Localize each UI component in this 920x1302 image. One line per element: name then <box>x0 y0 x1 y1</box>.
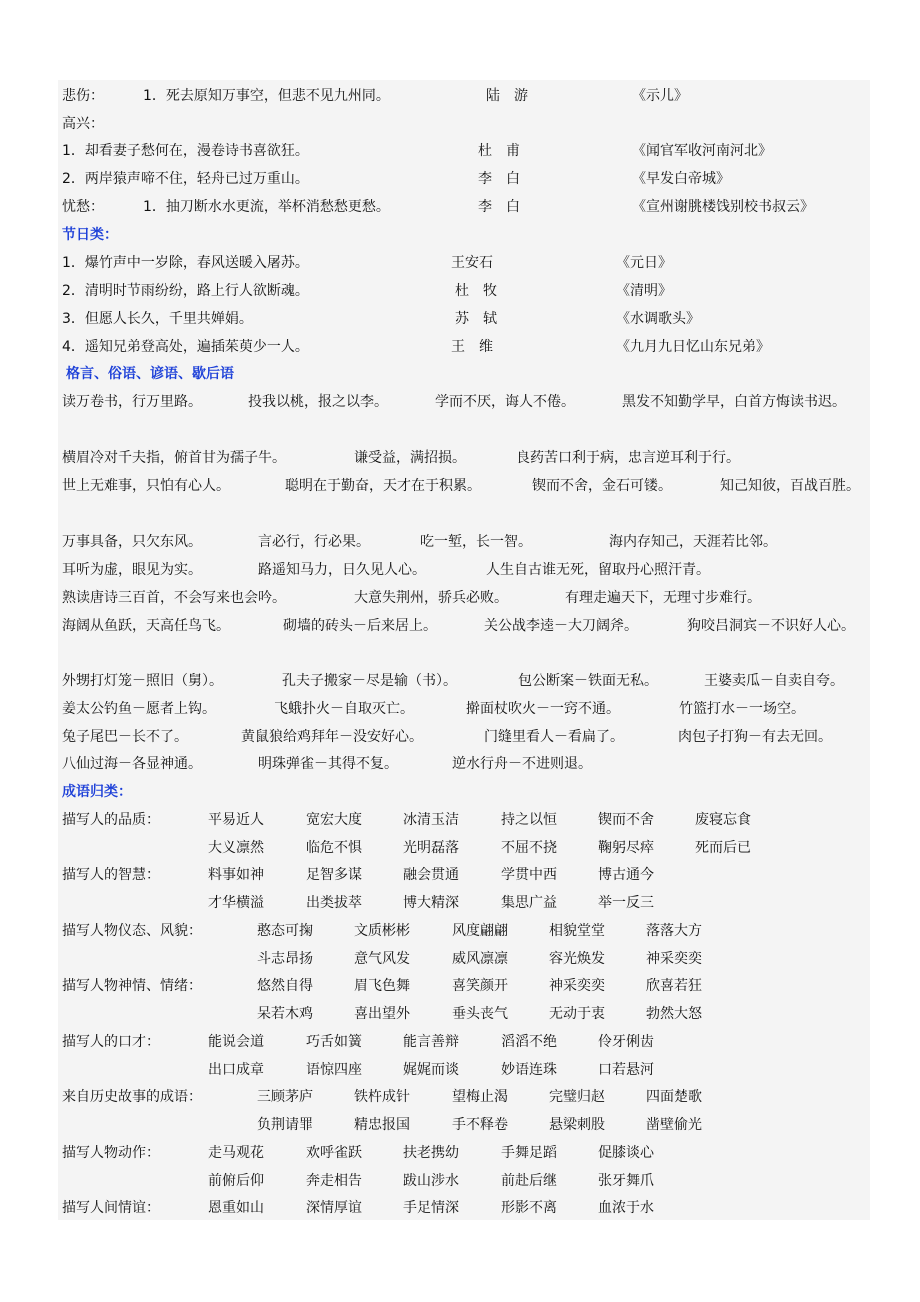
happy-line: 2．两岸猿声啼不住，轻舟已过万重山。 <box>62 171 309 187</box>
idiom: 冰清玉洁 <box>403 812 459 828</box>
idiom: 融会贯通 <box>403 867 459 883</box>
happy-line: 1．却看妻子愁何在，漫卷诗书喜欲狂。 <box>62 143 309 159</box>
proverb: 关公战李逵－大刀阔斧。 <box>484 618 638 634</box>
idiom: 口若悬河 <box>598 1062 654 1078</box>
proverb: 良药苦口利于病，忠言逆耳利于行。 <box>516 450 740 466</box>
festival-author: 苏 轼 <box>455 311 497 327</box>
proverb: 兔子尾巴－长不了。 <box>62 729 188 745</box>
idiom: 手足情深 <box>403 1200 459 1216</box>
idiom-group-label: 来自历史故事的成语： <box>62 1089 202 1105</box>
idiom: 勃然大怒 <box>646 1006 702 1022</box>
idiom: 眉飞色舞 <box>354 978 410 994</box>
proverb: 八仙过海－各显神通。 <box>62 756 202 772</box>
idiom: 手不释卷 <box>452 1117 508 1133</box>
idiom: 光明磊落 <box>403 840 459 856</box>
idiom-group-label: 描写人物动作： <box>62 1145 160 1161</box>
idiom: 持之以恒 <box>501 812 557 828</box>
proverb: 外甥打灯笼－照旧（舅）。 <box>62 673 223 689</box>
document-page <box>58 80 870 1220</box>
idiom: 落落大方 <box>646 923 702 939</box>
festival-author: 杜 牧 <box>455 283 497 299</box>
worry-label: 忧愁： <box>62 199 104 215</box>
idiom: 大义凛然 <box>208 840 264 856</box>
idiom: 神采奕奕 <box>646 951 702 967</box>
proverb: 海阔从鱼跃，天高任鸟飞。 <box>62 618 230 634</box>
worry-title: 《宣州谢朓楼饯别校书叔云》 <box>632 199 814 215</box>
proverb: 逆水行舟－不进则退。 <box>452 756 592 772</box>
idiom-group-label: 描写人的品质： <box>62 812 160 828</box>
idiom: 恩重如山 <box>208 1200 264 1216</box>
proverb: 聪明在于勤奋，天才在于积累。 <box>285 478 481 494</box>
idiom: 前俯后仰 <box>208 1173 264 1189</box>
idiom: 威风凛凛 <box>452 951 508 967</box>
worry-author: 李 白 <box>478 199 520 215</box>
idiom: 巧舌如簧 <box>306 1034 362 1050</box>
idiom: 喜笑颜开 <box>452 978 508 994</box>
idiom: 神采奕奕 <box>549 978 605 994</box>
idiom: 血浓于水 <box>598 1200 654 1216</box>
idiom: 滔滔不绝 <box>501 1034 557 1050</box>
idiom: 娓娓而谈 <box>403 1062 459 1078</box>
festival-title: 《元日》 <box>616 255 672 271</box>
happy-title: 《闻官军收河南河北》 <box>632 143 772 159</box>
sad-line: 1．死去原知万事空，但悲不见九州同。 <box>143 88 390 104</box>
festival-author: 王安石 <box>451 255 493 271</box>
idiom: 形影不离 <box>501 1200 557 1216</box>
proverb: 人生自古谁无死，留取丹心照汗青。 <box>486 562 710 578</box>
idiom: 能说会道 <box>208 1034 264 1050</box>
proverbs-heading: 格言、俗语、谚语、歇后语 <box>66 366 234 382</box>
idiom: 四面楚歌 <box>646 1089 702 1105</box>
idiom: 铁杵成针 <box>354 1089 410 1105</box>
proverb: 大意失荆州，骄兵必败。 <box>354 590 508 606</box>
idiom: 扶老携幼 <box>403 1145 459 1161</box>
idiom: 斗志昂扬 <box>257 951 313 967</box>
proverb: 横眉冷对千夫指，俯首甘为孺子牛。 <box>62 450 286 466</box>
idiom: 无动于衷 <box>549 1006 605 1022</box>
idiom: 手舞足蹈 <box>501 1145 557 1161</box>
proverb: 耳听为虚，眼见为实。 <box>62 562 202 578</box>
proverb: 擀面杖吹火－一窍不通。 <box>466 701 620 717</box>
proverb: 读万卷书，行万里路。 <box>62 394 202 410</box>
idiom: 足智多谋 <box>306 867 362 883</box>
idiom: 废寝忘食 <box>695 812 751 828</box>
idiom: 临危不惧 <box>306 840 362 856</box>
sad-author: 陆 游 <box>486 88 528 104</box>
festival-title: 《水调歌头》 <box>616 311 700 327</box>
idiom: 张牙舞爪 <box>598 1173 654 1189</box>
happy-author: 杜 甫 <box>478 143 520 159</box>
idiom: 深情厚谊 <box>306 1200 362 1216</box>
proverb: 有理走遍天下，无理寸步难行。 <box>565 590 761 606</box>
idiom-group-label: 描写人物神情、情绪： <box>62 978 202 994</box>
idiom: 容光焕发 <box>549 951 605 967</box>
festival-line: 3．但愿人长久，千里共婵娟。 <box>62 311 253 327</box>
idiom: 奔走相告 <box>306 1173 362 1189</box>
idiom: 前赴后继 <box>501 1173 557 1189</box>
proverb: 知己知彼，百战百胜。 <box>720 478 860 494</box>
idiom: 呆若木鸡 <box>257 1006 313 1022</box>
idiom: 憨态可掬 <box>257 923 313 939</box>
idiom: 负荆请罪 <box>257 1117 313 1133</box>
festival-line: 4．遥知兄弟登高处，遍插茱萸少一人。 <box>62 339 309 355</box>
idiom: 欢呼雀跃 <box>306 1145 362 1161</box>
idiom: 悠然自得 <box>257 978 313 994</box>
proverb: 万事具备，只欠东风。 <box>62 534 202 550</box>
idiom-group-label: 描写人的口才： <box>62 1034 160 1050</box>
happy-label: 高兴： <box>62 116 104 132</box>
idioms-heading: 成语归类： <box>62 784 132 800</box>
idiom: 凿壁偷光 <box>646 1117 702 1133</box>
proverb: 明珠弹雀－其得不复。 <box>258 756 398 772</box>
proverb: 黑发不知勤学早，白首方悔读书迟。 <box>622 394 846 410</box>
proverb: 海内存知己，天涯若比邻。 <box>609 534 777 550</box>
proverb: 竹篮打水－一场空。 <box>679 701 805 717</box>
idiom: 三顾茅庐 <box>257 1089 313 1105</box>
idiom: 语惊四座 <box>306 1062 362 1078</box>
idiom: 死而后已 <box>695 840 751 856</box>
proverb: 熟读唐诗三百首，不会写来也会吟。 <box>62 590 286 606</box>
idiom: 鞠躬尽瘁 <box>598 840 654 856</box>
idiom-group-label: 描写人间情谊： <box>62 1200 160 1216</box>
idiom: 风度翩翩 <box>452 923 508 939</box>
proverb: 谦受益，满招损。 <box>354 450 466 466</box>
idiom: 才华横溢 <box>208 895 264 911</box>
proverb: 狗咬吕洞宾－不识好人心。 <box>687 618 855 634</box>
festival-title: 《九月九日忆山东兄弟》 <box>616 339 770 355</box>
idiom: 料事如神 <box>208 867 264 883</box>
proverb: 学而不厌，诲人不倦。 <box>435 394 575 410</box>
proverb: 投我以桃，报之以李。 <box>248 394 388 410</box>
festival-heading: 节日类： <box>62 227 118 243</box>
proverb: 王婆卖瓜－自卖自夸。 <box>704 673 844 689</box>
proverb: 姜太公钓鱼－愿者上钩。 <box>62 701 216 717</box>
idiom: 出类拔萃 <box>306 895 362 911</box>
proverb: 路遥知马力，日久见人心。 <box>258 562 426 578</box>
festival-author: 王 维 <box>451 339 493 355</box>
idiom: 垂头丧气 <box>452 1006 508 1022</box>
proverb: 砌墙的砖头－后来居上。 <box>283 618 437 634</box>
proverb: 包公断案－铁面无私。 <box>518 673 658 689</box>
idiom: 集思广益 <box>501 895 557 911</box>
proverb: 世上无难事，只怕有心人。 <box>62 478 230 494</box>
proverb: 吃一堑，长一智。 <box>420 534 532 550</box>
proverb: 黄鼠狼给鸡拜年－没安好心。 <box>241 729 423 745</box>
idiom: 出口成章 <box>208 1062 264 1078</box>
idiom: 能言善辩 <box>403 1034 459 1050</box>
idiom: 欣喜若狂 <box>646 978 702 994</box>
idiom: 博大精深 <box>403 895 459 911</box>
happy-author: 李 白 <box>478 171 520 187</box>
idiom-group-label: 描写人的智慧： <box>62 867 160 883</box>
festival-line: 1．爆竹声中一岁除，春风送暖入屠苏。 <box>62 255 309 271</box>
idiom: 悬梁刺股 <box>549 1117 605 1133</box>
proverb: 言必行，行必果。 <box>258 534 370 550</box>
idiom: 走马观花 <box>208 1145 264 1161</box>
idiom: 意气风发 <box>354 951 410 967</box>
idiom: 喜出望外 <box>354 1006 410 1022</box>
idiom: 妙语连珠 <box>501 1062 557 1078</box>
idiom: 不屈不挠 <box>501 840 557 856</box>
idiom: 文质彬彬 <box>354 923 410 939</box>
idiom: 博古通今 <box>598 867 654 883</box>
idiom: 宽宏大度 <box>306 812 362 828</box>
proverb: 孔夫子搬家－尽是输（书）。 <box>282 673 457 689</box>
idiom: 举一反三 <box>598 895 654 911</box>
idiom: 相貌堂堂 <box>549 923 605 939</box>
idiom: 平易近人 <box>208 812 264 828</box>
proverb: 飞蛾扑火－自取灭亡。 <box>274 701 414 717</box>
idiom: 跋山涉水 <box>403 1173 459 1189</box>
idiom: 锲而不舍 <box>598 812 654 828</box>
idiom: 望梅止渴 <box>452 1089 508 1105</box>
happy-title: 《早发白帝城》 <box>632 171 730 187</box>
idiom: 学贯中西 <box>501 867 557 883</box>
idiom: 促膝谈心 <box>598 1145 654 1161</box>
festival-title: 《清明》 <box>616 283 672 299</box>
idiom: 伶牙俐齿 <box>598 1034 654 1050</box>
sad-label: 悲伤： <box>62 88 104 104</box>
proverb: 锲而不舍，金石可镂。 <box>532 478 672 494</box>
idiom: 完璧归赵 <box>549 1089 605 1105</box>
proverb: 门缝里看人－看扁了。 <box>484 729 624 745</box>
proverb: 肉包子打狗－有去无回。 <box>678 729 832 745</box>
festival-line: 2．清明时节雨纷纷，路上行人欲断魂。 <box>62 283 309 299</box>
idiom: 精忠报国 <box>354 1117 410 1133</box>
sad-title: 《示儿》 <box>632 88 688 104</box>
idiom-group-label: 描写人物仪态、风貌： <box>62 923 202 939</box>
worry-line: 1．抽刀断水水更流，举杯消愁愁更愁。 <box>143 199 390 215</box>
